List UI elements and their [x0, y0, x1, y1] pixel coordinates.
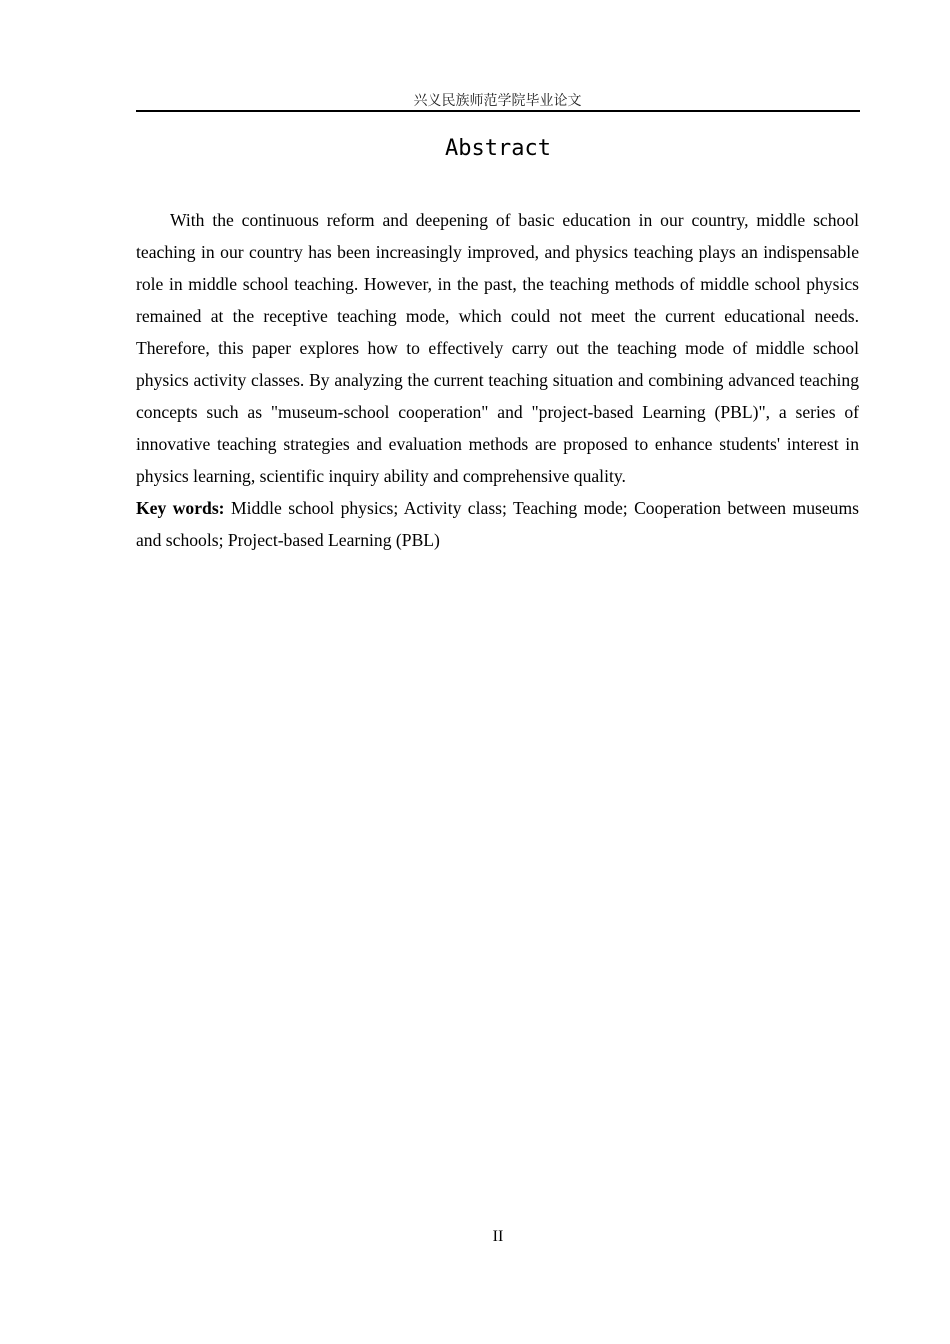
page-title: Abstract	[445, 136, 551, 161]
abstract-paragraph: With the continuous reform and deepening of basic education in our country, middle school teaching in our country has been increasingly improved, and physics teaching plays an indispensable role in middle school teaching. However, in the past, the teaching methods of middle school physics remained at the receptive teaching mode, which could not meet the current educational needs. Therefore, this paper explores how to effectively carry out the teaching mode of middle school physics activity classes. By analyzing the current teaching situation and combining advanced teaching concepts such as "museum-school cooperation" and "project-based Learning (PBL)", a series of innovative teaching strategies and evaluation methods are proposed to enhance students' interest in physics learning, scientific inquiry ability and comprehensive quality.	[136, 210, 859, 486]
keywords-text: Middle school physics; Activity class; Teaching mode; Cooperation between museums and schools; Project-based Learning (PBL)	[136, 498, 859, 550]
page-number: II	[492, 1228, 504, 1245]
running-header: 兴义民族师范学院毕业论文	[413, 93, 582, 109]
header-rule	[136, 110, 860, 112]
keywords-label: Key words:	[136, 498, 225, 518]
keywords-paragraph	[136, 492, 859, 556]
abstract-body	[136, 204, 859, 556]
